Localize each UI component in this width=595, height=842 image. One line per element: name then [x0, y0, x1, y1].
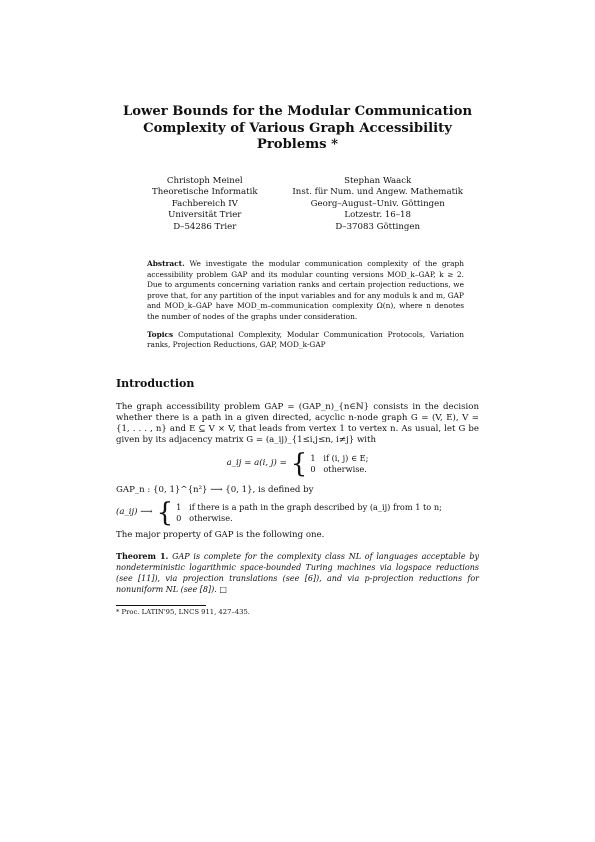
title-line-3: Problems * — [256, 137, 339, 152]
paper-title — [116, 104, 479, 154]
author-block — [116, 176, 479, 234]
abstract-text: We investigate the modular communication complexity of the graph accessibility problem GAP and its modular counting versions MOD_k–GAP, k ≥ 2. Due to arguments concerning variation ranks and certain projection reductions, we prove that, for any partition of the input variables and for any moduls k and m, GAP and MOD_k–GAP have MOD_m–communication complexity Ω(n), where n denotes the number of nodes of the graphs under consideration. — [147, 259, 464, 321]
author-name: Christoph Meinel — [166, 175, 243, 186]
abstract-label: Abstract. — [147, 259, 185, 269]
abstract-body — [147, 259, 464, 321]
theorem-label: Theorem 1. — [116, 550, 169, 561]
topics-label: Topics — [147, 329, 174, 339]
section-heading: Introduction — [116, 376, 195, 390]
equation-gap — [116, 497, 479, 528]
author-1 — [152, 176, 258, 234]
author-name: Stephan Waack — [344, 175, 412, 186]
author-address: D–37083 Göttingen — [335, 221, 420, 232]
footnote-rule — [116, 605, 206, 606]
equation-adjacency — [116, 448, 479, 479]
theorem-text: GAP is complete for the complexity class NL of languages acceptable by nondeterministic logarithmic space-bounded Turing machines via logspace reductions (see [11]), via projection translations (see [6]), and via p-projection reductions for nonuniform NL (see [8]). □ — [116, 551, 479, 594]
equation-lhs: a_ij = a(i, j) = — [226, 458, 287, 469]
author-affiliation: Theoretische Informatik — [152, 187, 258, 198]
author-affiliation: Fachbereich IV — [171, 198, 238, 209]
author-affiliation: Universität Trier — [168, 210, 242, 221]
title-line-2: Complexity of Various Graph Accessibility — [143, 120, 452, 136]
author-2 — [292, 176, 463, 234]
author-affiliation: Georg–August–Univ. Göttingen — [310, 198, 445, 209]
equation-cases — [290, 448, 369, 479]
intro-paragraph: The graph accessibility problem GAP = (GAP_n)_{n∈ℕ} consists in the decision whether there is a path in a given directed, acyclic n-node graph G = (V, E), V = {1, . . . , n} and E ⊆ V × V, that leads from vertex 1 to vertex n. As usual, let G be given by its adjacency matrix G = (a_ij)_{1≤i,j≤n, i≠j} with — [116, 401, 479, 446]
case-line-2: 0 otherwise. — [176, 512, 233, 523]
case-line-2: 0 otherwise. — [310, 463, 367, 474]
abstract — [147, 259, 464, 350]
paper-page — [116, 104, 479, 617]
topics-paragraph — [147, 330, 464, 351]
brace-glyph: { — [156, 497, 174, 528]
case-line-1: 1 if there is a path in the graph described by (a_ij) from 1 to n; — [176, 502, 442, 513]
footnote: * Proc. LATIN'95, LNCS 911, 427–435. — [116, 607, 250, 616]
author-address: D–54286 Trier — [173, 221, 237, 232]
topics-text: Computational Complexity, Modular Communication Protocols, Variation ranks, Projection Reductions, GAP, MOD_k-GAP — [147, 329, 464, 350]
author-affiliation: Lotzestr. 16–18 — [344, 210, 411, 221]
major-property-sentence: The major property of GAP is the following one. — [116, 529, 325, 540]
author-affiliation: Inst. für Num. und Angew. Mathematik — [292, 187, 463, 198]
brace-glyph: { — [290, 448, 308, 479]
title-line-1: Lower Bounds for the Modular Communication — [122, 104, 473, 119]
theorem-1 — [116, 551, 479, 595]
equation-lhs: (a_ij) ⟶ — [116, 507, 153, 518]
equation-cases — [156, 497, 442, 528]
case-line-1: 1 if (i, j) ∈ E; — [310, 453, 369, 464]
gap-definition: GAP_n : {0, 1}^{n²} ⟶ {0, 1}, is defined by — [116, 484, 314, 495]
